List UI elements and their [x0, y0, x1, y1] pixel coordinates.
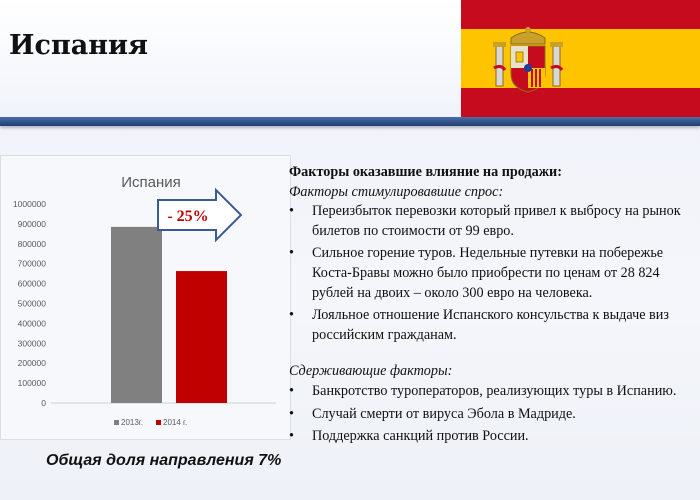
- decline-arrow: [158, 190, 241, 240]
- factors-panel: [289, 163, 697, 450]
- list-item: • Переизбыток перевозки который привел к выбросу на рынок билетов по стоимости от 99 евро.: [289, 202, 697, 241]
- chart-legend: [114, 418, 187, 427]
- y-tick-label: 500000: [17, 298, 46, 309]
- y-tick-label: 0: [41, 398, 46, 408]
- y-tick-label: 300000: [17, 338, 46, 349]
- legend-swatch: [156, 420, 161, 425]
- market-share-caption: Общая доля направления 7%: [46, 452, 282, 469]
- y-tick-label: 900000: [17, 218, 46, 229]
- bar-2013: [111, 227, 162, 403]
- title-divider: [0, 117, 700, 126]
- y-tick-label: 100000: [17, 378, 46, 389]
- list-item: • Сильное горение туров. Недельные путевки на побережье Коста-Бравы можно было приобрести по ценам от 28 824 рублей на двоих – около 300 евро на человека.: [289, 244, 697, 303]
- list-item: • Банкротство туроператоров, реализующих туры в Испанию.: [289, 382, 697, 402]
- decline-label: - 25%: [167, 208, 209, 225]
- positive-factors-list: [289, 202, 697, 345]
- negative-factors-list: [289, 382, 697, 447]
- spain-flag: [461, 0, 700, 117]
- bars: [111, 227, 227, 403]
- list-item: • Поддержка санкций против России.: [289, 427, 697, 447]
- factors-heading: Факторы оказавшие влияние на продажи:: [289, 164, 562, 180]
- y-tick-label: 600000: [17, 278, 46, 289]
- legend-label: 2014 г.: [163, 418, 188, 427]
- y-tick-label: 1000000: [12, 199, 46, 209]
- legend-label: 2013г.: [121, 418, 143, 427]
- bar-2014: [176, 271, 227, 403]
- positive-factors-title: Факторы стимулировавшие спрос:: [289, 183, 504, 200]
- sales-chart: [1, 156, 290, 439]
- y-tick-label: 800000: [17, 238, 46, 249]
- chart-title: Испания: [121, 174, 181, 191]
- legend-swatch: [114, 420, 119, 425]
- list-item: • Лояльное отношение Испанского консульства к выдаче виз российским гражданам.: [289, 306, 697, 345]
- chart-panel: [0, 155, 291, 440]
- y-tick-label: 400000: [17, 318, 46, 329]
- negative-factors-title: Сдерживающие факторы:: [289, 363, 453, 380]
- y-tick-label: 700000: [17, 258, 46, 269]
- list-item: • Случай смерти от вируса Эбола в Мадриде.: [289, 405, 697, 425]
- slide-title: Испания: [9, 30, 148, 61]
- y-tick-label: 200000: [17, 358, 46, 369]
